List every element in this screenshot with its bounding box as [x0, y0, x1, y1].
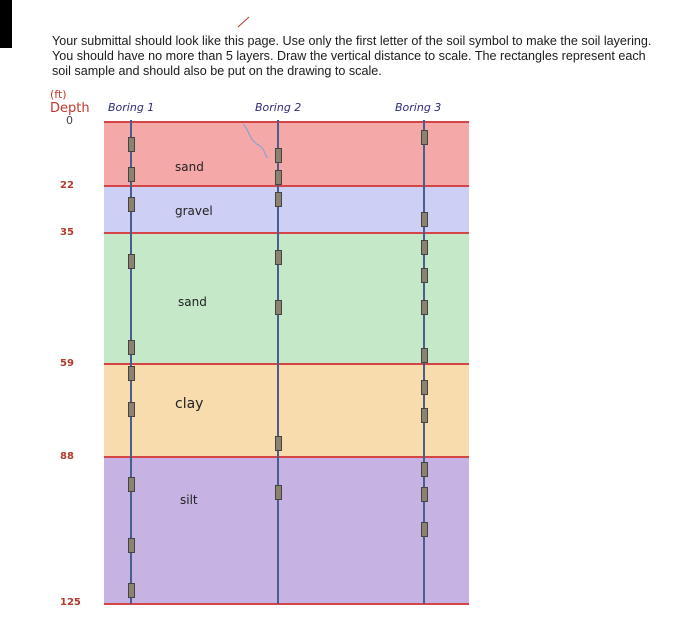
page-edge-shadow [0, 0, 12, 48]
soil-sample [128, 254, 135, 269]
boundary-top [104, 121, 469, 123]
soil-sample [421, 487, 428, 502]
soil-sample [421, 380, 428, 395]
soil-sample [128, 583, 135, 598]
depth-label: 59 [60, 358, 74, 369]
layer-5-silt [104, 457, 469, 604]
soil-sample [275, 436, 282, 451]
boring-2-header: Boring 2 [255, 101, 302, 114]
pencil-squiggle-icon [240, 120, 270, 160]
layer-label-silt: silt [180, 493, 198, 507]
soil-sample [421, 130, 428, 145]
soil-sample [275, 485, 282, 500]
soil-sample [421, 300, 428, 315]
depth-label: 125 [60, 597, 81, 608]
pen-mark-icon [236, 14, 252, 30]
depth-axis-title: Depth [50, 101, 90, 116]
boundary-35 [104, 232, 469, 234]
soil-sample [275, 192, 282, 207]
soil-sample [128, 477, 135, 492]
soil-sample [421, 462, 428, 477]
soil-sample [128, 137, 135, 152]
soil-sample [275, 170, 282, 185]
depth-label: 88 [60, 451, 74, 462]
soil-sample [421, 268, 428, 283]
layer-1-sand [104, 122, 469, 186]
layer-label-sand-top: sand [175, 160, 204, 174]
layer-3-sand [104, 233, 469, 364]
boundary-125 [104, 603, 469, 605]
soil-sample [128, 167, 135, 182]
boundary-22 [104, 185, 469, 187]
depth-label: 22 [60, 180, 74, 191]
boundary-88 [104, 456, 469, 458]
depth-zero-label: 0 [66, 114, 73, 127]
boring-3-header: Boring 3 [395, 101, 442, 114]
soil-sample [275, 300, 282, 315]
layer-4-clay [104, 364, 469, 457]
soil-sample [421, 212, 428, 227]
instructions-text: Your submittal should look like this page. Use only the first letter of the soil symbol to make the soil layering. You should have no more than 5 layers. Draw the vertical distance to scale. The rectangles represent each soil sample and should also be put on the drawing to scale. [52, 34, 652, 78]
soil-sample [421, 348, 428, 363]
soil-sample [128, 402, 135, 417]
soil-sample [421, 522, 428, 537]
soil-sample [421, 408, 428, 423]
layer-label-sand-middle: sand [178, 295, 207, 309]
depth-label: 35 [60, 227, 74, 238]
soil-sample [128, 366, 135, 381]
soil-sample [421, 240, 428, 255]
soil-sample [275, 148, 282, 163]
layer-label-clay: clay [175, 396, 204, 412]
boundary-59 [104, 363, 469, 365]
boring-1-line [130, 120, 132, 604]
layer-label-gravel: gravel [175, 204, 213, 218]
depth-unit: (ft) [50, 88, 67, 101]
layer-2-gravel [104, 186, 469, 233]
soil-sample [275, 250, 282, 265]
boring-1-header: Boring 1 [108, 101, 155, 114]
soil-sample [128, 197, 135, 212]
soil-sample [128, 340, 135, 355]
soil-sample [128, 538, 135, 553]
